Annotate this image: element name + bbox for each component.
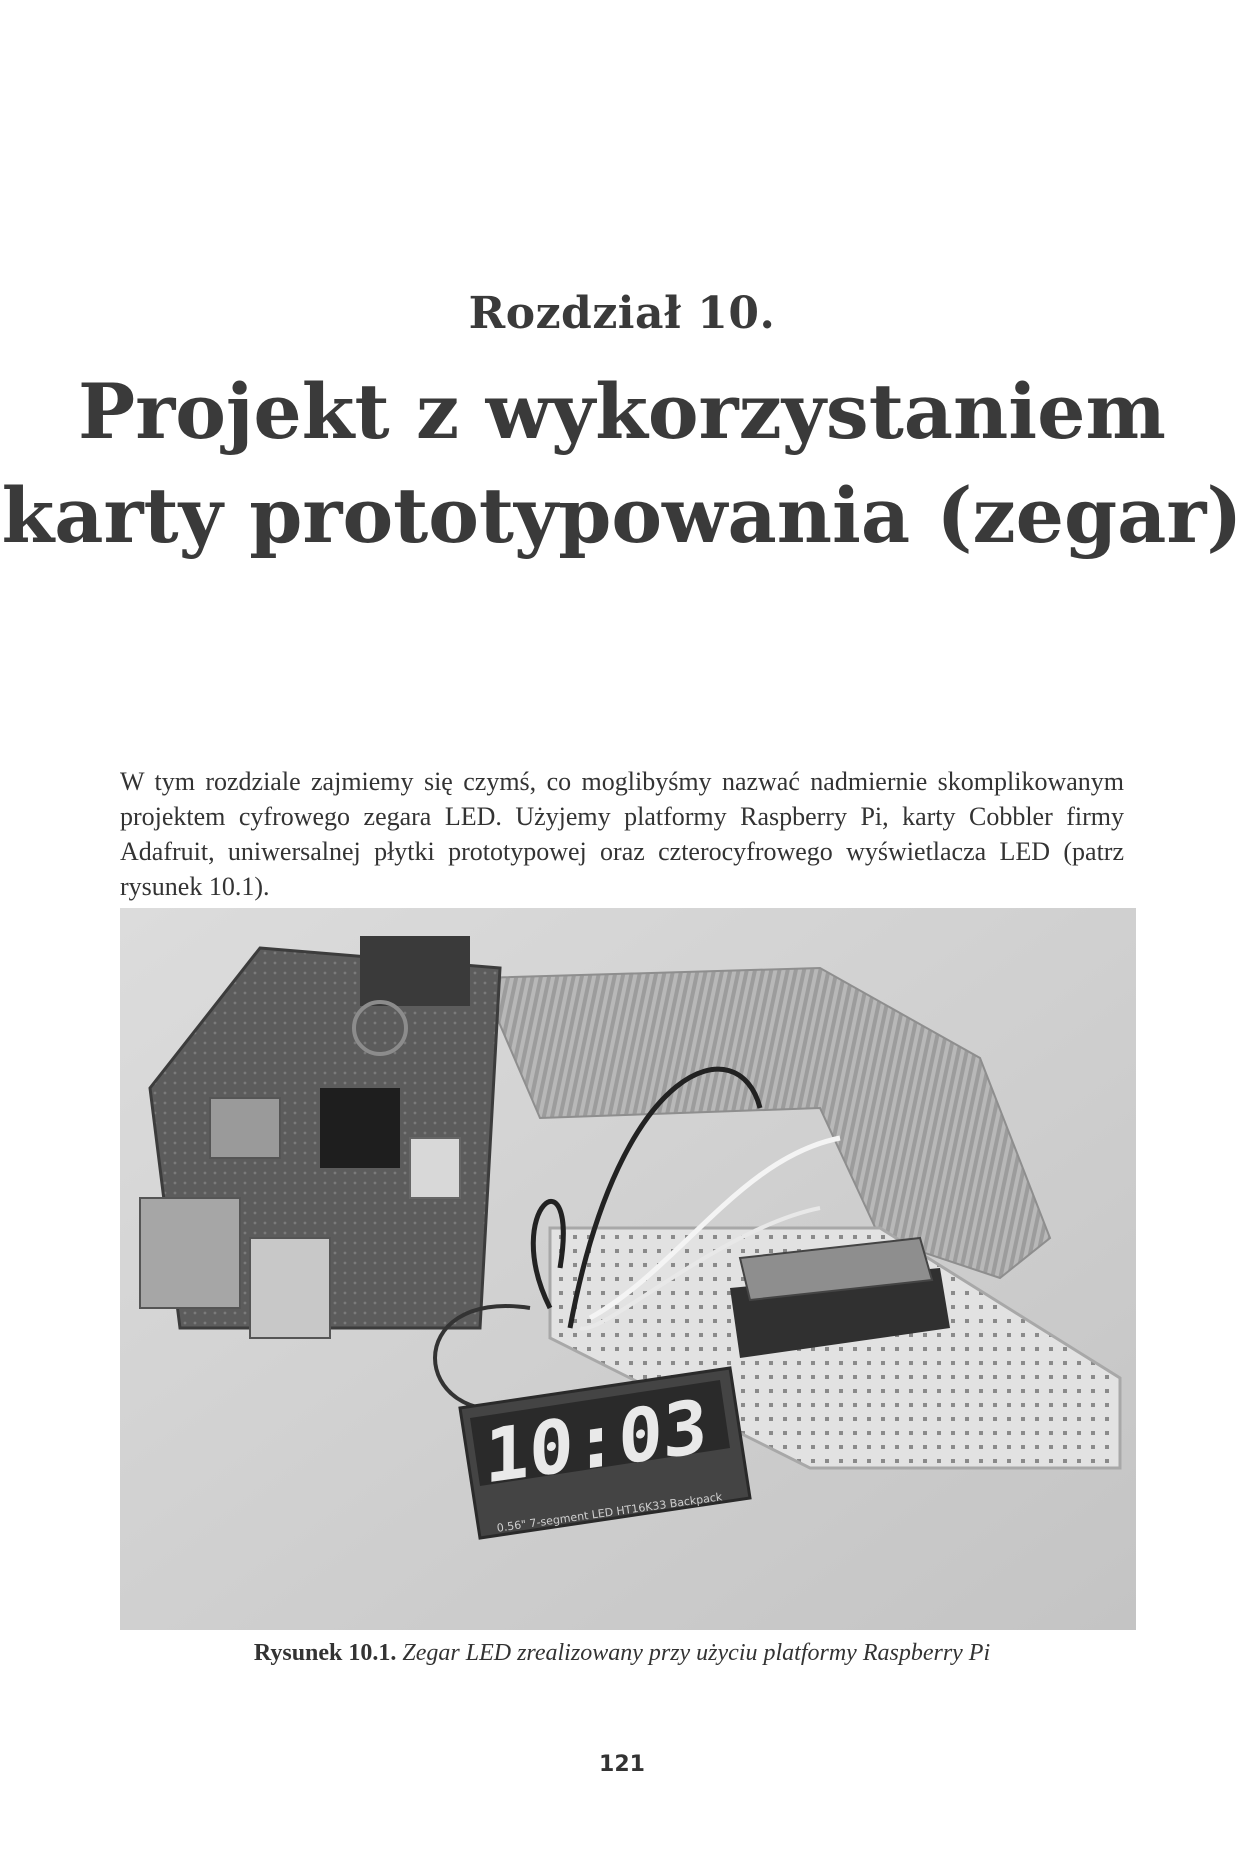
display-digits: 10:03 bbox=[484, 1382, 708, 1501]
chapter-title-line-2: karty prototypowania (zegar) bbox=[1, 471, 1243, 560]
caption-text: Zegar LED zrealizowany przy użyciu platformy Raspberry Pi bbox=[402, 1640, 991, 1666]
figure-photo bbox=[120, 908, 1136, 1630]
display-board-print: 0.56" 7-segment LED HT16K33 Backpack bbox=[496, 1490, 723, 1535]
caption-number: Rysunek 10.1. bbox=[253, 1640, 397, 1666]
figure-caption bbox=[0, 1640, 1244, 1667]
page-number: 121 bbox=[599, 1752, 645, 1777]
chapter-title-line-1: Projekt z wykorzystaniem bbox=[78, 367, 1166, 456]
chapter-label: Rozdział 10. bbox=[468, 288, 776, 339]
intro-paragraph: W tym rozdziale zajmiemy się czymś, co moglibyśmy nazwać nadmiernie skomplikowanym projektem cyfrowego zegara LED. Użyjemy platformy Raspberry Pi, karty Cobbler firmy Adafruit, uniwersalnej płytki prototypowej oraz czterocyfrowego wyświetlacza LED (patrz rysunek 10.1). bbox=[120, 767, 1124, 901]
chapter-title bbox=[0, 360, 1244, 568]
